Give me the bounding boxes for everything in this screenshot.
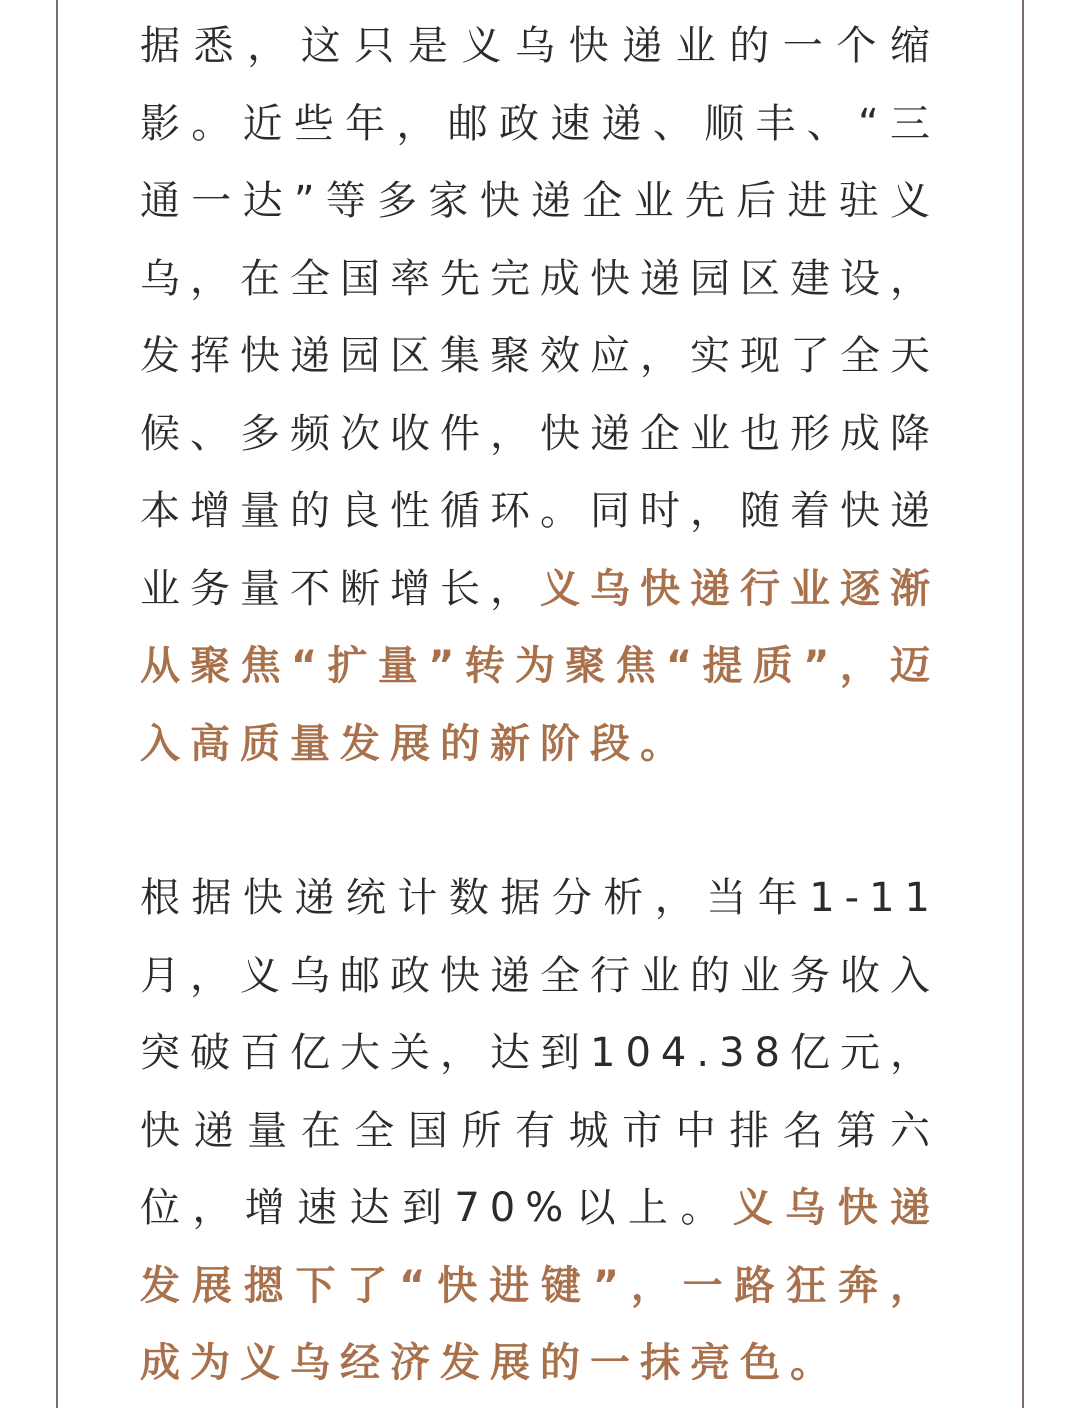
paragraph-1-highlight: 义乌快递行业逐渐从聚焦“扩量”转为聚焦“提质”，迈入高质量发展的新阶段。 <box>140 565 940 767</box>
paragraph-2 <box>140 860 940 1403</box>
paragraph-1 <box>140 8 940 783</box>
paragraph-1-text: 据悉，这只是义乌快递业的一个缩影。近些年，邮政速递、顺丰、“三通一达”等多家快递企业先后进驻义乌，在全国率先完成快递园区建设，发挥快递园区集聚效应，实现了全天候、多频次收件，快递企业也形成降本增量的良性循环。同时，随着快递业务量不断增长， <box>140 23 940 612</box>
paragraph-2-text: 根据快递统计数据分析，当年1-11月，义乌邮政快递全行业的业务收入突破百亿大关，达到104.38亿元，快递量在全国所有城市中排名第六位，增速达到70%以上。 <box>140 875 940 1231</box>
article-body <box>140 8 940 1403</box>
paragraph-2-highlight: 义乌快递发展摁下了“快进键”，一路狂奔，成为义乌经济发展的一抹亮色。 <box>140 1185 941 1386</box>
